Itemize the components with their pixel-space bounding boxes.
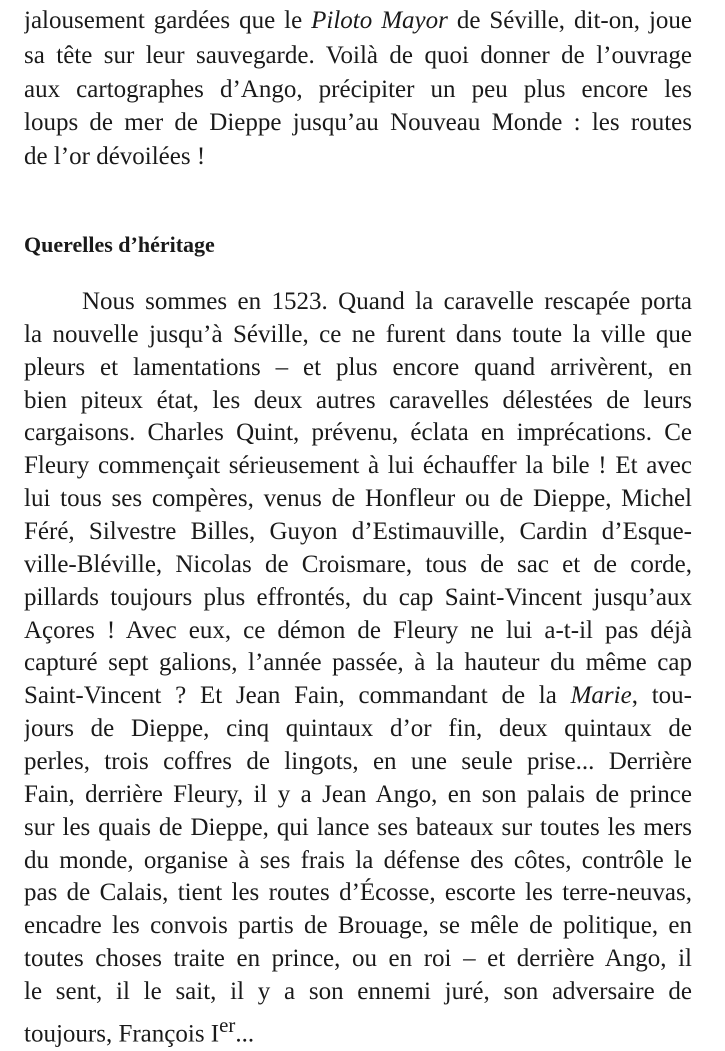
section-heading: Querelles d’héritage <box>24 232 215 257</box>
text-line: Féré, Silvestre Billes, Guyon d’Estimauville, Cardin d’Esque- <box>24 518 692 545</box>
text-line: du monde, organise à ses frais la défense des côtes, contrôle le <box>24 847 692 874</box>
text-line: perles, trois coffres de lingots, en une seule prise... Derrière <box>24 748 692 775</box>
text-line: toutes choses traite en prince, ou en roi – et derrière Ango, il <box>24 945 692 972</box>
text-line: Nous sommes en 1523. Quand la caravelle rescapée porta <box>82 288 692 315</box>
text-line: Açores ! Avec eux, ce démon de Fleury ne lui a-t-il pas déjà <box>24 617 692 644</box>
text-line: jours de Dieppe, cinq quintaux d’or fin, deux quintaux de <box>24 715 692 742</box>
text-line: encadre les convois partis de Brouage, se mêle de politique, en <box>24 912 692 939</box>
text-line: ville-Bléville, Nicolas de Croismare, tous de sac et de corde, <box>24 551 692 578</box>
text-line: Fain, derrière Fleury, il y a Jean Ango, en son palais de prince <box>24 781 692 808</box>
italic-term: Piloto Mayor <box>311 7 448 34</box>
text-line: lui tous ses compères, venus de Honfleur ou de Dieppe, Michel <box>24 485 692 512</box>
text-line: pas de Calais, tient les routes d’Écosse, escorte les terre-neuvas, <box>24 879 692 906</box>
italic-term: Marie <box>570 682 632 709</box>
text-line: sa tête sur leur sauvegarde. Voilà de quoi donner de l’ouvrage <box>24 42 692 69</box>
text-line: le sent, il le sait, il y a son ennemi juré, son adversaire de <box>24 978 692 1005</box>
text-line: Saint-Vincent ? Et Jean Fain, commandant de la Marie, tou- <box>24 682 692 709</box>
text-line: bien piteux état, les deux autres caravelles délestées de leurs <box>24 387 692 414</box>
text-line: toujours, François Ier... <box>24 1013 255 1048</box>
text-line: sur les quais de Dieppe, qui lance ses bateaux sur toutes les mers <box>24 814 692 841</box>
text-line: cargaisons. Charles Quint, prévenu, éclata en imprécations. Ce <box>24 419 692 446</box>
superscript: er <box>219 1013 236 1037</box>
text-line: de l’or dévoilées ! <box>24 143 206 170</box>
text-line: capturé sept galions, l’année passée, à la hauteur du même cap <box>24 649 692 676</box>
text-line: Fleury commençait sérieusement à lui échauffer la bile ! Et avec <box>24 452 692 479</box>
text-line: aux cartographes d’Ango, précipiter un peu plus encore les <box>24 76 692 103</box>
text-line: pillards toujours plus effrontés, du cap Saint-Vincent jusqu’aux <box>24 584 692 611</box>
text-line: loups de mer de Dieppe jusqu’au Nouveau Monde : les routes <box>24 109 692 136</box>
text-line: la nouvelle jusqu’à Séville, ce ne furent dans toute la ville que <box>24 321 692 348</box>
text-line: pleurs et lamentations – et plus encore quand arrivèrent, en <box>24 354 692 381</box>
text-line: jalousement gardées que le Piloto Mayor de Séville, dit-on, joue <box>24 7 692 34</box>
